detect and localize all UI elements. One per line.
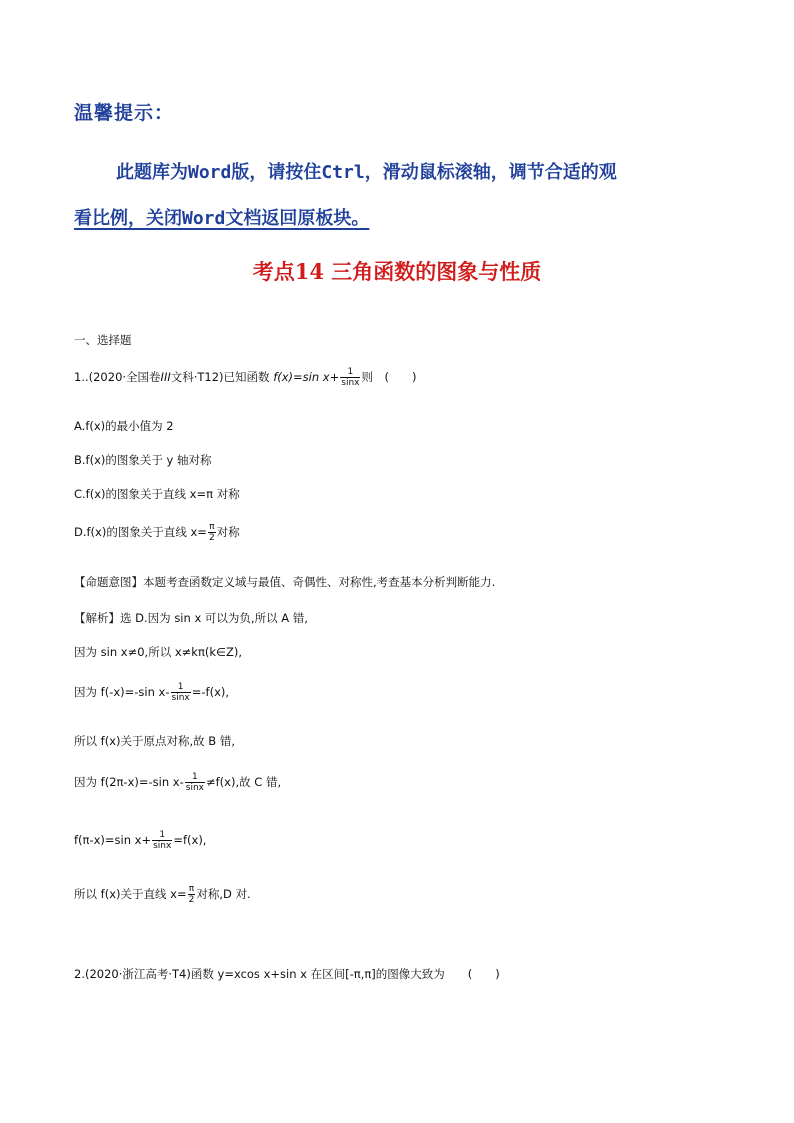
q1-solution-2: 因为 sin x≠0,所以 x≠kπ(k∈Z),	[74, 645, 243, 659]
fraction: $\frac{1}{\sin x}$	[185, 772, 204, 793]
q1-option-d: D.f(x)的图象关于直线 x= $\frac{\pi}{2}$ 对称	[74, 522, 240, 543]
q1-solution-5: 因为 f(2π-x)=-sin x- $\frac{1}{\sin x}$ ≠f(x),故 C 错,	[74, 772, 282, 793]
tip-title: 温馨提示：	[74, 102, 175, 124]
fraction: $\frac{\pi}{2}$	[208, 522, 215, 543]
fraction: $\frac{1}{\sin x}$	[341, 367, 360, 388]
q1-intent: 【命题意图】本题考查函数定义域与最值、奇偶性、对称性,考查基本分析判断能力.	[74, 575, 496, 589]
q1-solution-7: 所以 f(x)关于直线 x= $\frac{\pi}{2}$ 对称,D 对.	[74, 884, 251, 905]
page-title: 考点14 三角函数的图象与性质	[252, 259, 542, 284]
q2-stem: 2.(2020·浙江高考·T4)函数 y=xcos x+sin x 在区间[-π,π]的图像大致为 ( )	[74, 967, 500, 981]
tip-line-2: 看比例，关闭Word文档返回原板块。	[74, 208, 370, 229]
q1-stem-func: f(x)=sin x+	[273, 370, 340, 384]
q1-stem-pre: 1..(2020·全国卷	[74, 370, 161, 384]
q1-option-a: A.f(x)的最小值为 2	[74, 419, 174, 433]
q1-stem-mid: 文科·T12)已知函数	[170, 370, 274, 384]
section-label: 一、选择题	[74, 333, 132, 347]
q1-solution-3: 因为 f(-x)=-sin x- $\frac{1}{\sin x}$ =-f(x),	[74, 682, 230, 703]
q1-stem	[74, 367, 416, 388]
fraction: $\frac{1}{\sin x}$	[171, 682, 190, 703]
q1-stem-after: 则 ( )	[361, 370, 417, 384]
q1-option-c: C.f(x)的图象关于直线 x=π 对称	[74, 487, 240, 501]
tip-line-1: 此题库为Word版，请按住Ctrl，滑动鼠标滚轴，调节合适的观	[116, 162, 617, 183]
fraction: $\frac{1}{\sin x}$	[153, 830, 172, 851]
q1-option-b: B.f(x)的图象关于 y 轴对称	[74, 453, 212, 467]
q1-solution-4: 所以 f(x)关于原点对称,故 B 错,	[74, 734, 235, 748]
fraction: $\frac{\pi}{2}$	[188, 884, 195, 905]
q1-stem-roman: III	[160, 370, 171, 384]
q1-solution-6: f(π-x)=sin x+ $\frac{1}{\sin x}$ =f(x),	[74, 830, 207, 851]
q1-solution-1: 【解析】选 D.因为 sin x 可以为负,所以 A 错,	[74, 611, 308, 625]
tip-body	[74, 150, 734, 242]
